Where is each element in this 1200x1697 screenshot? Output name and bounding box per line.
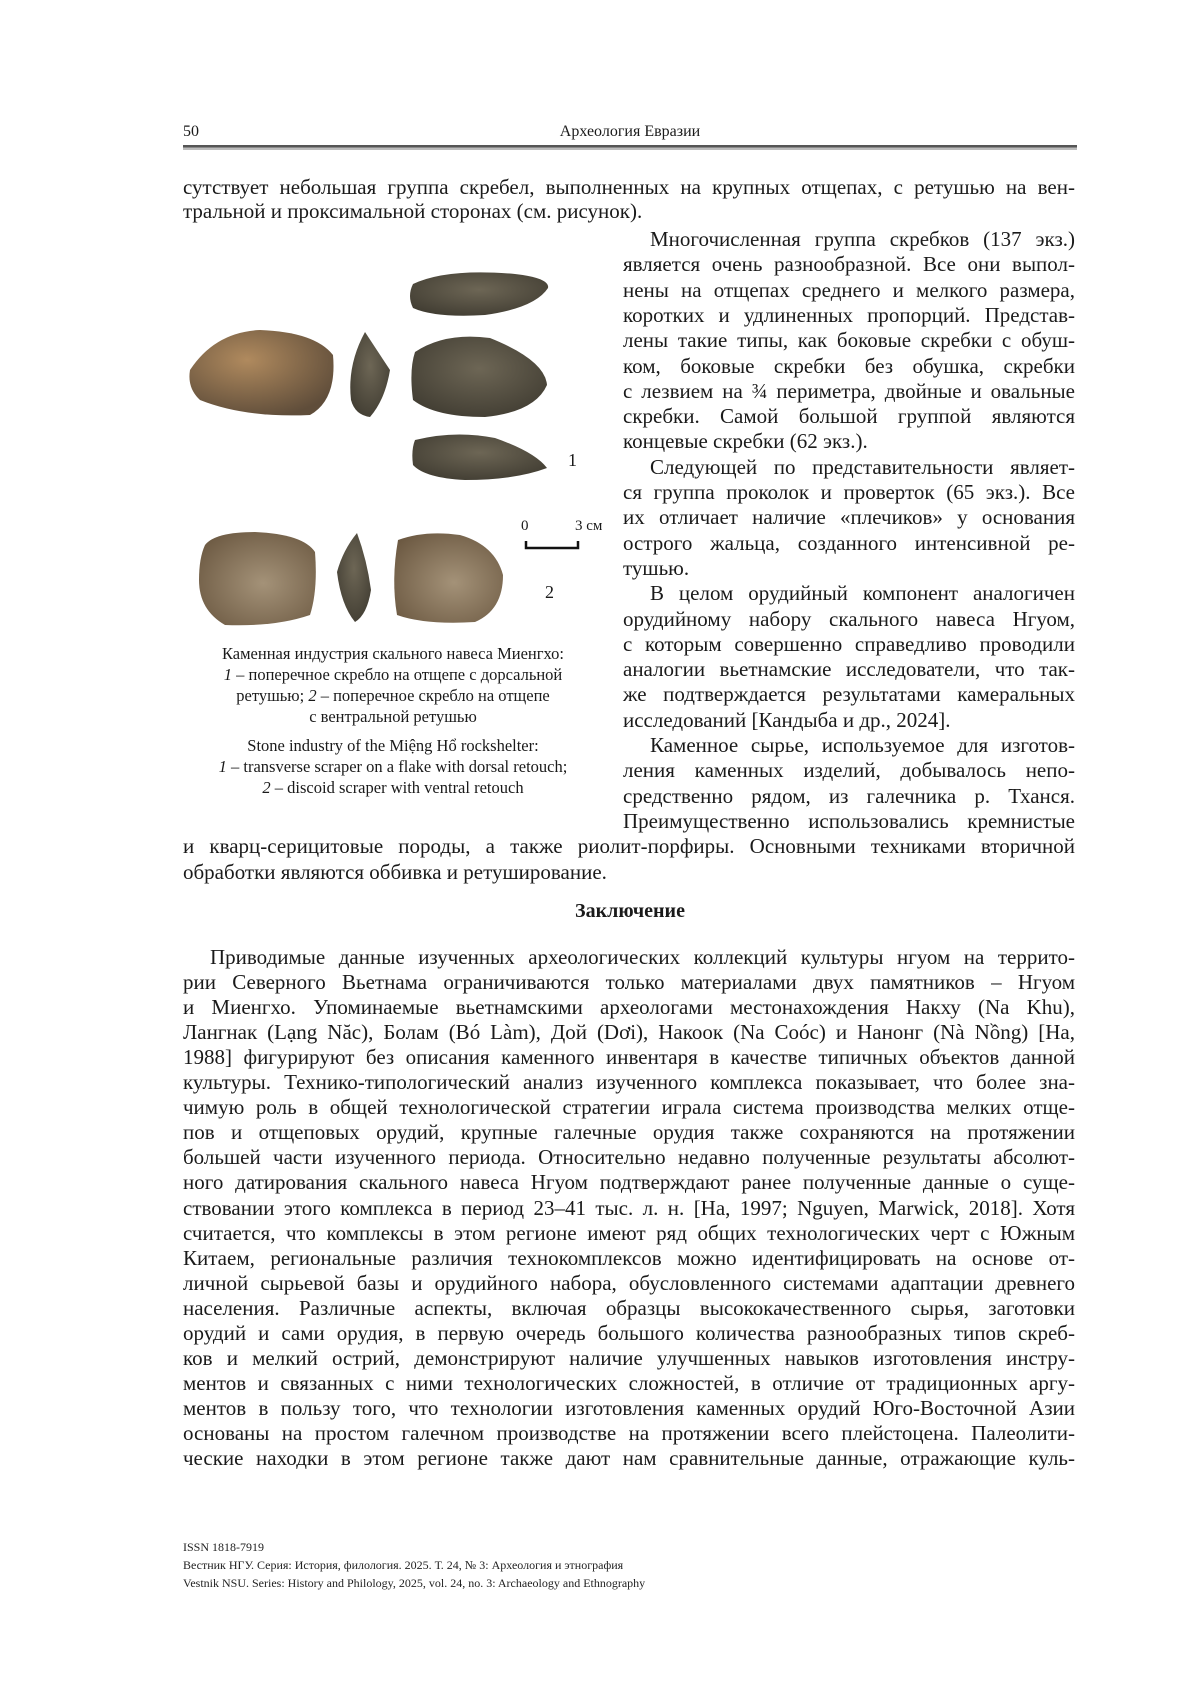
text-line: их отличает наличие «плечиков» у основания	[623, 505, 1075, 530]
caption-en-item1	[190, 756, 596, 777]
scale-max: 3 см	[575, 518, 602, 535]
text-line: ментов и связанных с ними технологических сложностей, в отличие от традиционных аргу-	[183, 1371, 1075, 1396]
text-line: исследований [Кандыба и др., 2024].	[623, 708, 1075, 733]
text-line: Лангнак (Lạng Năc), Болам (Bó Làm), Дой (Dơi), Накоок (Na Coóc) и Нанонг (Nà Nồng) [Ha,	[183, 1020, 1075, 1045]
text-line: же подтверждается результатами камеральных	[623, 682, 1075, 707]
text-line: считается, что комплексы в этом регионе имеют ряд общих технологических черт с Южным	[183, 1221, 1075, 1246]
text-line: большей части изученного периода. Относительно недавно полученные результаты абсолют-	[183, 1145, 1075, 1170]
caption-ru-item2	[190, 685, 596, 706]
text-line: с лезвием на ¾ периметра, двойные и овальные	[623, 379, 1075, 404]
text-line: ментов в пользу того, что технологии изготовления каменных орудий Юго-Восточной Азии	[183, 1396, 1075, 1421]
caption-text: – transverse scraper on a flake with dorsal retouch;	[227, 757, 567, 776]
caption-num: 1	[224, 665, 232, 684]
scale-zero: 0	[521, 518, 529, 535]
text-line: пов и отщеповых орудий, крупные галечные орудия также сохраняются на протяжении	[183, 1120, 1075, 1145]
caption-text: – поперечное скребло на отщепе с дорсальной	[232, 665, 562, 684]
figure-stone-tools	[185, 260, 615, 650]
caption-ru-title: Каменная индустрия скального навеса Миенгхо:	[190, 643, 596, 664]
text-line: Приводимые данные изученных археологических коллекций культуры нгуом на террито-	[210, 945, 1075, 970]
stone-1-side	[350, 332, 390, 417]
text-line: личной сырьевой базы и орудийного набора, обусловленного системами адаптации древнего	[183, 1271, 1075, 1296]
text-line: и Миенгхо. Упоминаемые вьетнамскими археологами местонахождения Накху (Na Khu),	[183, 995, 1075, 1020]
text-line: является очень разнообразной. Все они выпол-	[623, 252, 1075, 277]
stone-1-left	[189, 330, 333, 415]
stone-2-side	[337, 533, 371, 622]
footer-citation-en: Vestnik NSU. Series: History and Philology, 2025, vol. 24, no. 3: Archaeology and Ethnography	[183, 1576, 645, 1591]
text-line: с которым совершенно справедливо проводили	[623, 632, 1075, 657]
stone-2-right	[394, 533, 503, 622]
text-line: обработки являются оббивка и ретуширование.	[183, 860, 1075, 885]
page-number: 50	[183, 123, 199, 141]
figure-label-2: 2	[545, 582, 554, 603]
text-line: Многочисленная группа скребков (137 экз.)	[650, 227, 1075, 252]
caption-num: 2	[262, 778, 270, 797]
header-rule	[183, 145, 1077, 148]
caption-ru-item1	[190, 664, 596, 685]
text-line: нены на отщепах среднего и мелкого размера,	[623, 278, 1075, 303]
text-line: концевые скребки (62 экз.).	[623, 429, 1075, 454]
text-line: ного датирования скального навеса Нгуом подтверждают ранее полученные данные о суще-	[183, 1170, 1075, 1195]
figure-label-1: 1	[568, 450, 577, 471]
text-line: В целом орудийный компонент аналогичен	[650, 581, 1075, 606]
text-line: коротких и удлиненных пропорций. Представ-	[623, 303, 1075, 328]
text-line: ся группа проколок и проверток (65 экз.). Все	[623, 480, 1075, 505]
text-line: Следующей по представительности являет-	[650, 455, 1075, 480]
text-line: ления каменных изделий, добывалось непо-	[623, 758, 1075, 783]
text-line: орудийному набору скального навеса Нгуом,	[623, 607, 1075, 632]
caption-text: ретушью;	[236, 686, 308, 705]
text-line: тральной и проксимальной сторонах (см. рисунок).	[183, 199, 1075, 224]
stone-1-top	[410, 272, 548, 315]
text-line: Каменное сырье, используемое для изготов-	[650, 733, 1075, 758]
text-line: чимую роль в общей технологической стратегии играла система производства мелких отще-	[183, 1095, 1075, 1120]
stone-2-left	[199, 532, 316, 625]
text-line: 1988] фигурируют без описания каменного инвентаря в качестве типичных объектов данной	[183, 1045, 1075, 1070]
text-line: основаны на простом галечном производстве на протяжении всего плейстоцена. Палеолити-	[183, 1421, 1075, 1446]
running-header: Археология Евразии	[183, 123, 1077, 141]
text-line: ков и мелкий острий, демонстрируют наличие улучшенных навыков изготовления инстру-	[183, 1346, 1075, 1371]
text-line: и кварц-серицитовые породы, а также риолит-порфиры. Основными техниками вторичной	[183, 834, 1075, 859]
text-line: Китаем, региональные различия технокомплексов можно идентифицировать на основе от-	[183, 1246, 1075, 1271]
section-heading: Заключение	[183, 900, 1077, 923]
caption-en-title: Stone industry of the Miệng Hổ rockshelter:	[190, 735, 596, 756]
caption-en-item2	[190, 777, 596, 798]
stone-1-bottom	[412, 434, 547, 480]
text-line: орудий и сами орудия, в первую очередь большого количества разнообразных типов скреб-	[183, 1321, 1075, 1346]
text-line: Преимущественно использовались кремнистые	[623, 809, 1075, 834]
text-line: сутствует небольшая группа скребел, выполненных на крупных отщепах, с ретушью на вен-	[183, 175, 1075, 200]
scale-bar	[526, 541, 578, 548]
text-line: лены такие типы, как боковые скребки с обуш-	[623, 328, 1075, 353]
footer-citation-ru: Вестник НГУ. Серия: История, филология. 2025. Т. 24, № 3: Археология и этнография	[183, 1558, 623, 1573]
text-line: ком, боковые скребки без обушка, скребки	[623, 354, 1075, 379]
text-line: тушью.	[623, 556, 1075, 581]
stone-1-right	[411, 337, 547, 417]
caption-text: – поперечное скребло на отщепе	[317, 686, 550, 705]
text-line: аналогии вьетнамские исследователи, что так-	[623, 657, 1075, 682]
caption-ru-item2-end: с вентральной ретушью	[190, 706, 596, 727]
text-line: скребки. Самой большой группой являются	[623, 404, 1075, 429]
footer-issn: ISSN 1818-7919	[183, 1540, 264, 1555]
caption-text: – discoid scraper with ventral retouch	[271, 778, 524, 797]
text-line: рии Северного Вьетнама ограничиваются только материалами двух памятников – Нгуом	[183, 970, 1075, 995]
text-line: средственно рядом, из галечника р. Тханся.	[623, 784, 1075, 809]
text-line: ческие находки в этом регионе также дают нам сравнительные данные, отражающие куль-	[183, 1446, 1075, 1471]
text-line: населения. Различные аспекты, включая образцы высококачественного сырья, заготовки	[183, 1296, 1075, 1321]
text-line: острого жальца, созданного интенсивной ре-	[623, 531, 1075, 556]
text-line: культуры. Технико-типологический анализ изученного комплекса показывает, что более зна-	[183, 1070, 1075, 1095]
caption-num: 2	[308, 686, 316, 705]
caption-num: 1	[219, 757, 227, 776]
text-line: ствовании этого комплекса в период 23–41 тыс. л. н. [Ha, 1997; Nguyen, Marwick, 2018]. Хотя	[183, 1196, 1075, 1221]
